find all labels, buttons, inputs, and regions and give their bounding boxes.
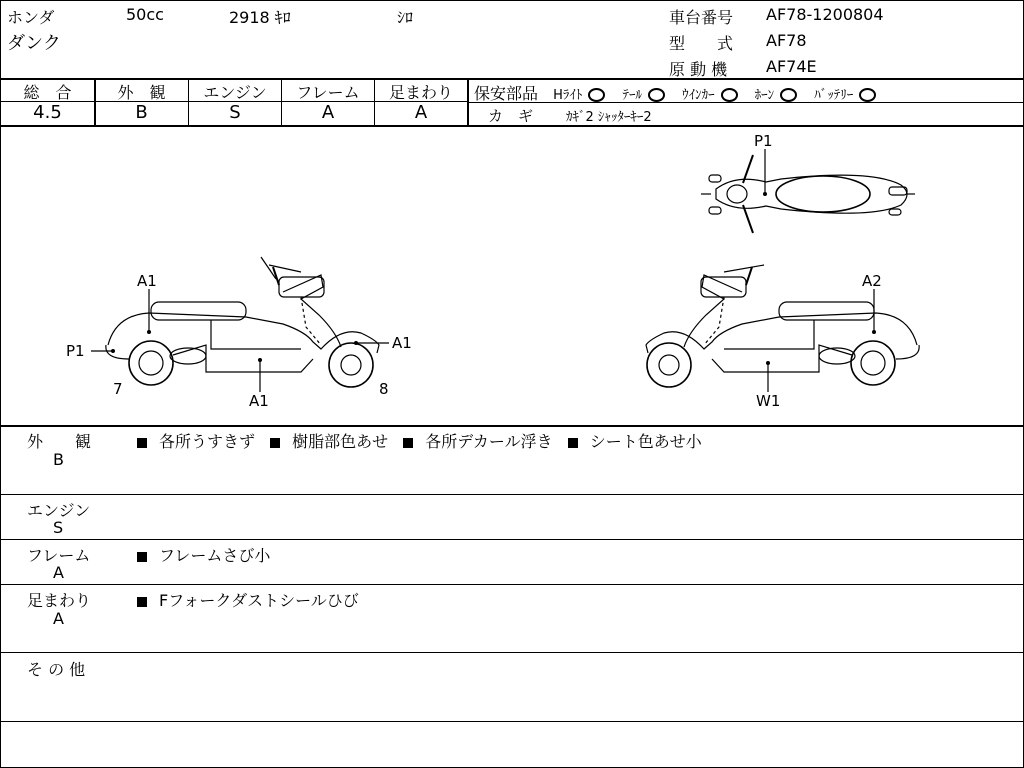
label-p1-top: P1 [754,132,773,150]
ok-circle-icon [859,88,876,102]
safety-horn: ﾎｰﾝ [754,88,775,103]
ok-circle-icon [588,88,605,102]
safety-headlight: Hﾗｲﾄ [553,88,583,103]
bullet-square-icon [137,552,147,562]
ok-circle-icon [721,88,738,102]
bullet-square-icon [270,438,280,448]
divider [1,652,1023,653]
section-items-suspension [137,588,359,611]
grade-value-engine: S [229,102,241,123]
label-8: 8 [379,380,389,398]
remark-item: シート色あせ小 [589,432,702,451]
key-label: カ ギ [488,107,534,125]
ok-circle-icon [780,88,797,102]
section-grade-engine: S [53,518,64,537]
remark-item: 樹脂部色あせ [292,432,389,451]
section-grade-suspension: A [53,609,64,628]
section-title-exterior: 外 観 [27,432,92,451]
safety-battery: ﾊﾞｯﾃﾘｰ [814,88,854,103]
remark-item: 各所デカール浮き [425,432,553,451]
safety-row [474,81,880,104]
section-items-exterior [137,429,702,452]
grade-value-exterior: B [135,102,148,123]
divider [467,79,469,126]
remark-item: 各所うすきず [159,432,256,451]
safety-label: 保安部品 [474,84,539,103]
label-a1-front: A1 [392,334,412,352]
engine-label: 原 動 機 [669,60,728,79]
bullet-square-icon [137,597,147,607]
section-title-other: そ の 他 [27,660,86,679]
divider [1,539,1023,540]
top-view-scooter [701,155,915,233]
model-name: ダンク [7,33,61,54]
grade-value-frame: A [321,102,335,123]
frame-no-label: 車台番号 [669,8,734,27]
frame-no: AF78-1200804 [766,5,884,24]
type-value: AF78 [766,31,807,50]
section-title-suspension: 足まわり [27,591,92,610]
mileage: 2918 ｷﾛ [229,8,291,27]
section-grade-exterior: B [53,450,64,469]
remark-item: フレームさび小 [159,546,271,565]
bullet-square-icon [568,438,578,448]
label-a1-bottom: A1 [249,392,269,410]
divider [1,494,1023,495]
grade-value-overall: 4.5 [33,102,62,123]
divider [1,721,1023,722]
section-title-frame: フレーム [27,546,91,565]
label-w1: W1 [756,392,781,410]
key-value: ｶｷﾞ2 ｼｬｯﾀｰｷｰ2 [566,110,652,125]
divider [1,584,1023,585]
grade-header-engine: エンジン [203,83,267,102]
section-title-engine: エンジン [27,501,91,520]
section-items-frame [137,543,270,566]
label-a1-seat: A1 [137,272,157,290]
label-7: 7 [113,380,123,398]
grade-value-suspension: A [414,102,428,123]
safety-taillight: ﾃｰﾙ [622,88,642,103]
grade-header-overall: 総 合 [23,83,72,102]
engine-value: AF74E [766,57,817,76]
grade-header-exterior: 外 観 [117,83,166,102]
remark-item: Fフォークダストシールひび [159,591,359,610]
divider [1,425,1023,427]
grade-header-frame: フレーム [296,83,360,102]
displacement: 50cc [126,5,164,24]
color: ｼﾛ [397,8,414,27]
bullet-square-icon [403,438,413,448]
safety-winker: ｳｲﾝｶｰ [682,88,715,103]
scooter-diagram [1,127,1023,425]
bullet-square-icon [137,438,147,448]
type-label: 型 式 [669,34,734,53]
label-p1-left: P1 [66,342,85,360]
ok-circle-icon [648,88,665,102]
maker: ホンダ [7,8,55,27]
section-grade-frame: A [53,563,64,582]
label-a2: A2 [862,272,882,290]
grade-header-suspension: 足まわり [388,83,453,102]
